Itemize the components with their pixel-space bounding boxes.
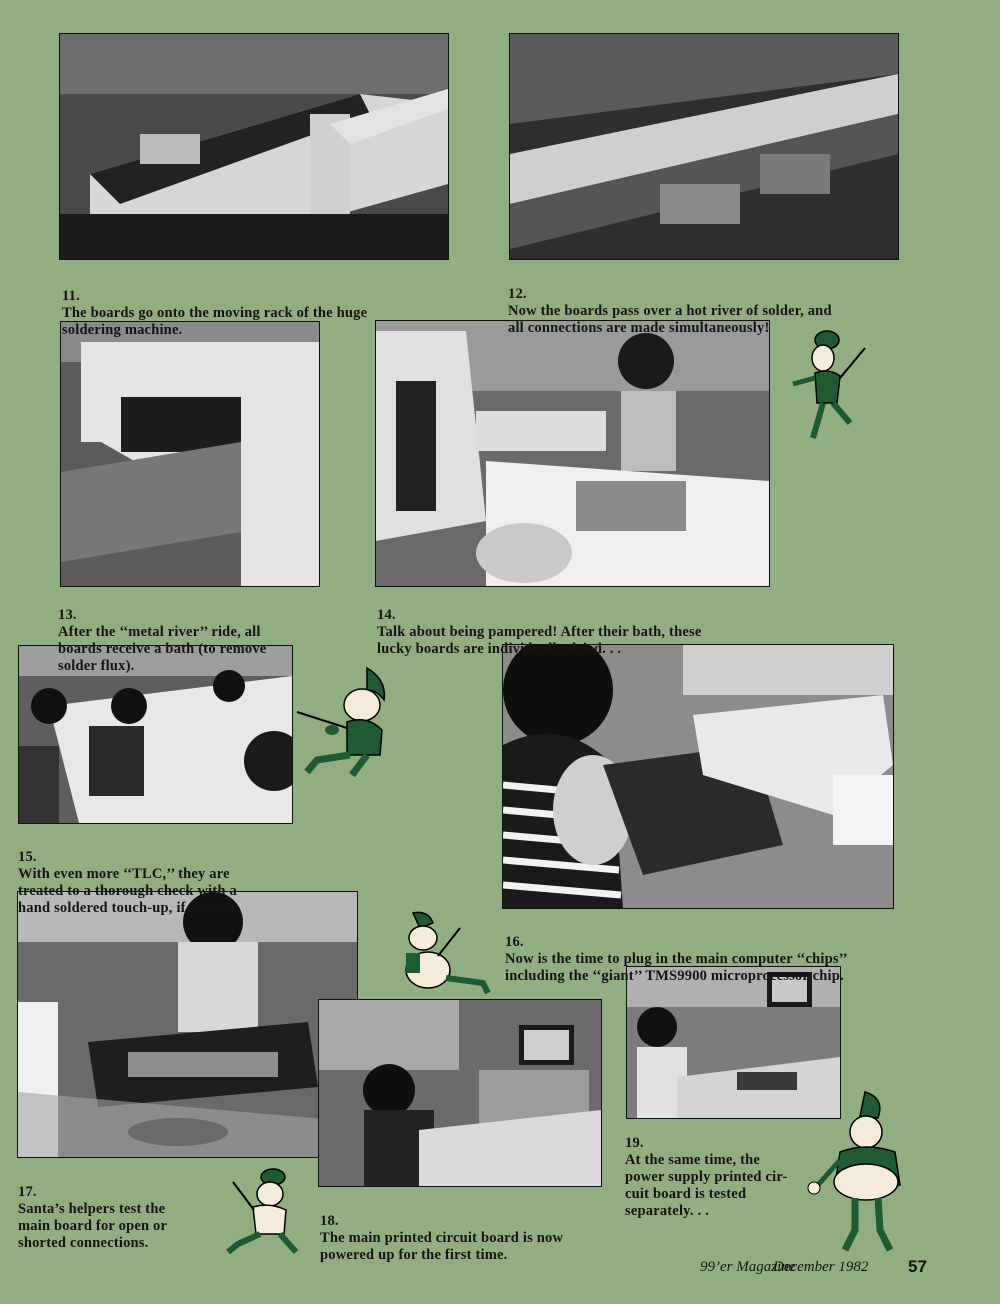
photo-16-plugging-chips (502, 644, 894, 909)
caption-18 (320, 1196, 640, 1264)
caption-11 (62, 271, 462, 339)
caption-text: Santa’s helpers test the main board for open or shorted connections. (18, 1201, 168, 1251)
caption-number: 15. (18, 849, 37, 865)
elf-mascot-icon (800, 1090, 930, 1260)
elf-mascot-icon (292, 660, 407, 780)
elf-mascot-icon (785, 318, 875, 444)
caption-number: 17. (18, 1184, 37, 1200)
photo-14-drying-boards (375, 320, 770, 587)
caption-text: After the ‘‘metal river’’ ride, all boards receive a bath (to remove solder flux). (58, 624, 267, 674)
caption-14 (377, 590, 797, 658)
caption-17 (18, 1167, 248, 1252)
photo-17-testing-main-board (17, 891, 358, 1158)
caption-number: 18. (320, 1213, 339, 1229)
caption-number: 11. (62, 288, 80, 304)
caption-text: Talk about being pampered! After their bath, these lucky boards are individually dried. . . (377, 624, 702, 657)
photo-11-soldering-machine-rack (59, 33, 449, 260)
caption-text: The boards go onto the moving rack of the huge soldering machine. (62, 305, 368, 338)
caption-number: 16. (505, 934, 524, 950)
caption-text: At the same time, the power supply printed cir- cuit board is tested separately. . . (625, 1152, 788, 1219)
footer-date: December 1982 (773, 1259, 869, 1275)
caption-16 (505, 917, 965, 985)
footer-publication: 99’er Magazine (700, 1259, 796, 1275)
caption-15 (18, 832, 318, 917)
caption-text: Now is the time to plug in the main computer ‘‘chips’’ including the ‘‘giant’’ TMS9900 microprocessor chip. (505, 951, 848, 984)
caption-number: 12. (508, 286, 527, 302)
caption-text: With even more ‘‘TLC,’’ they are treated to a thorough check with a hand soldered touch-up, if needed. (18, 866, 239, 916)
caption-number: 13. (58, 607, 77, 623)
caption-number: 19. (625, 1135, 644, 1151)
photo-12-solder-river (509, 33, 899, 260)
caption-number: 14. (377, 607, 396, 623)
photo-18-powered-up (318, 999, 602, 1187)
caption-text: Now the boards pass over a hot river of solder, and all connections are made simultaneously! (508, 303, 832, 336)
caption-text: The main printed circuit board is now powered up for the first time. (320, 1230, 564, 1263)
page-number: 57 (908, 1257, 927, 1276)
elf-mascot-icon (388, 908, 498, 1000)
photo-13-wash-bath (60, 321, 320, 587)
elf-mascot-icon (218, 1162, 313, 1256)
